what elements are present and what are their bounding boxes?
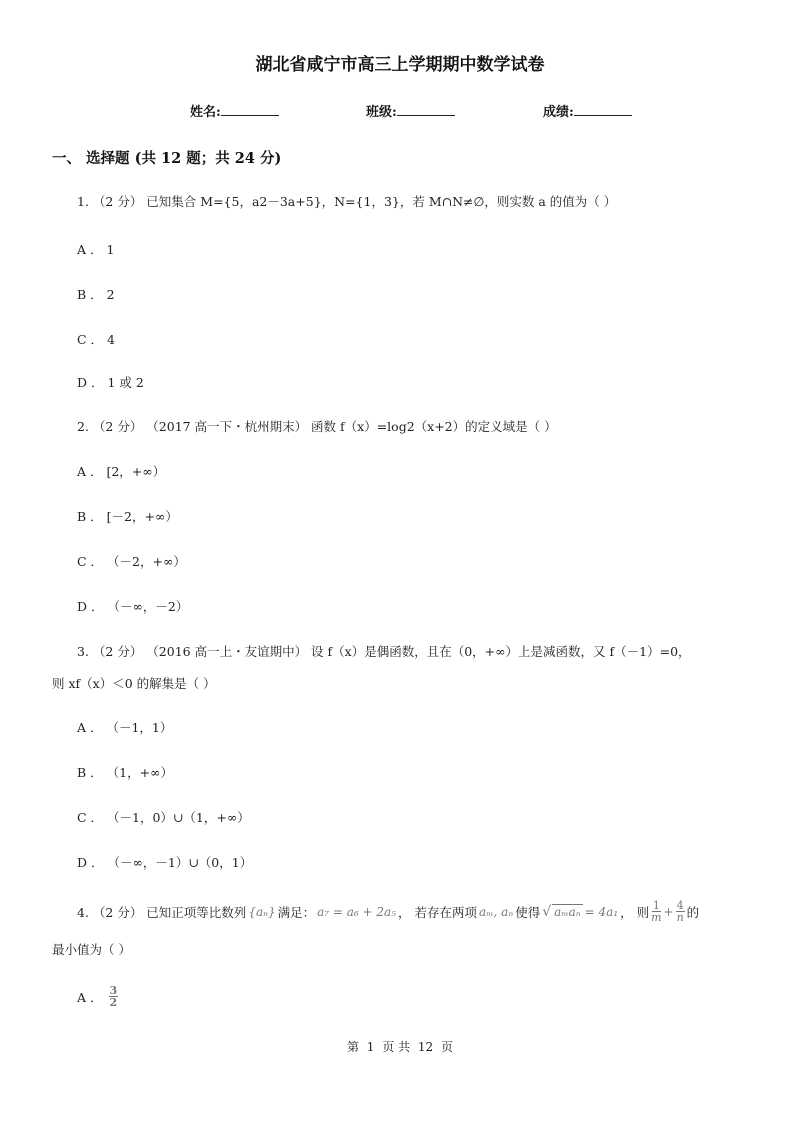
footer-suffix: 页 — [441, 1040, 454, 1054]
q1-option-a: A ． 1 — [77, 242, 115, 257]
q3-option-a: A ． （－1，1） — [77, 720, 173, 735]
section-heading: 一、 选择题 (共 12 题；共 24 分) — [52, 150, 282, 167]
question-4-line-2: 最小值为（ ） — [52, 942, 131, 957]
question-2: 2. （2 分） （2017 高一下・杭州期末） 函数 f（x）=log2（x+2）的定义域是（ ） — [77, 419, 557, 434]
q4-frac1-den: m — [651, 911, 662, 924]
q2-option-c: C ． （－2，+∞） — [77, 554, 186, 569]
q4-option-a — [77, 985, 118, 1008]
page-footer — [0, 1038, 800, 1055]
q2-option-b: B ． [－2，+∞） — [77, 509, 178, 524]
score-label: 成绩: — [543, 105, 574, 120]
class-field — [366, 101, 455, 120]
score-blank — [574, 102, 632, 116]
q4-option-a-den: 2 — [109, 996, 118, 1009]
q3-option-b: B ． （1，+∞） — [77, 765, 173, 780]
q4-equation-1: a₇ = a₆ + 2a₅ — [317, 904, 397, 919]
q4-sequence-formula: {aₙ} — [248, 904, 276, 919]
q4-text-1: 满足： — [277, 904, 316, 920]
q4-option-a-label: A ． — [77, 989, 103, 1005]
score-field — [543, 101, 632, 120]
question-4-line-1 — [77, 900, 699, 923]
q2-option-d: D ． （－∞，－2） — [77, 599, 189, 614]
q1-option-d: D ． 1 或 2 — [77, 375, 144, 390]
q4-text-3: 使得 — [515, 904, 541, 920]
q4-fraction-2 — [676, 900, 685, 923]
q4-text-4: ， 则 — [620, 904, 650, 920]
name-label: 姓名: — [190, 105, 221, 120]
question-3-line-2: 则 xf（x）＜0 的解集是（ ） — [52, 676, 216, 691]
q3-option-c: C ． （－1，0）∪（1，+∞） — [77, 810, 250, 825]
footer-middle: 页 共 — [382, 1040, 411, 1054]
page-title: 湖北省咸宁市高三上学期期中数学试卷 — [255, 55, 545, 75]
class-blank — [397, 102, 455, 116]
q4-frac2-den: n — [676, 911, 684, 924]
q3-option-d: D ． （－∞，－1）∪（0，1） — [77, 855, 253, 870]
q4-suffix: 的 — [686, 904, 700, 920]
name-field — [190, 101, 279, 120]
q4-terms-formula: aₘ, aₙ — [479, 904, 514, 919]
footer-page-number: 1 — [366, 1040, 375, 1054]
q4-prefix: 4. （2 分） 已知正项等比数列 — [77, 904, 247, 920]
q4-equation-2: = 4a₁ — [584, 904, 619, 919]
footer-page-total: 12 — [417, 1040, 434, 1054]
q4-option-a-fraction — [109, 985, 119, 1008]
name-blank — [221, 102, 279, 116]
q4-text-2: ， 若存在两项 — [398, 904, 478, 920]
question-3-line-1: 3. （2 分） （2016 高一上・友谊期中） 设 f（x）是偶函数，且在（0，+∞）上是减函数，又 f（－1）=0， — [77, 644, 691, 659]
question-1: 1. （2 分） 已知集合 M={5，a2－3a+5}，N={1，3}，若 M∩N≠∅，则实数 a 的值为（ ） — [77, 194, 617, 209]
q1-option-c: C ． 4 — [77, 332, 115, 347]
q4-option-a-num: 3 — [109, 984, 118, 997]
q4-sqrt-inner: aₘaₙ — [554, 904, 581, 919]
class-label: 班级: — [366, 105, 397, 120]
q4-fraction-1 — [651, 900, 661, 923]
radical-icon: √ — [542, 903, 552, 920]
q4-frac1-num: 1 — [652, 899, 660, 912]
q4-frac2-num: 4 — [676, 899, 684, 912]
q2-option-a: A ． [2，+∞） — [77, 464, 166, 479]
footer-prefix: 第 — [346, 1040, 359, 1054]
q1-option-b: B ． 2 — [77, 287, 115, 302]
q4-sqrt-formula — [542, 904, 582, 920]
q4-plus: + — [663, 904, 674, 919]
